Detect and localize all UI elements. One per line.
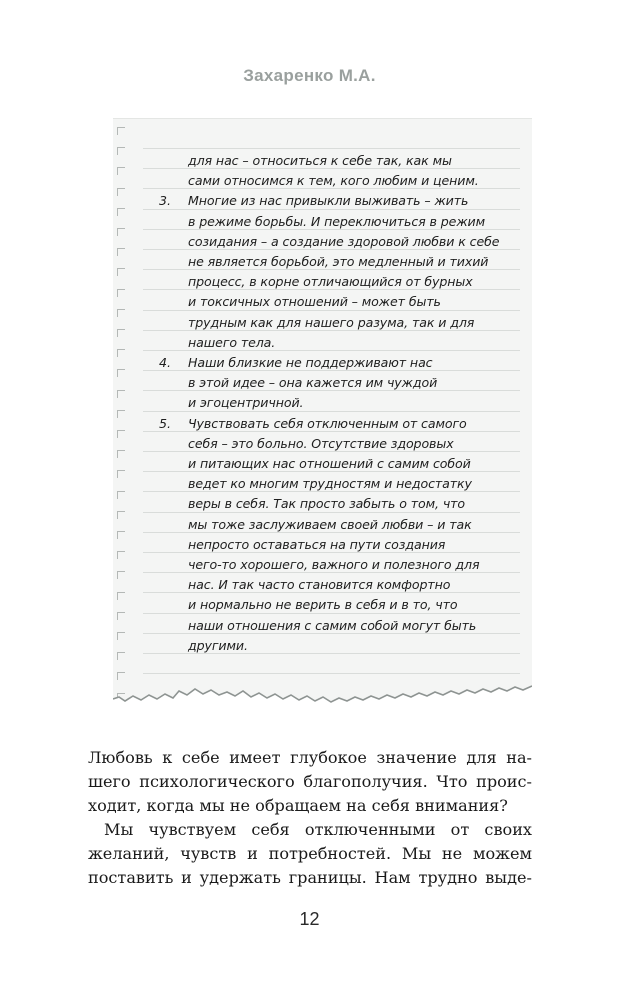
ruled-line	[143, 613, 520, 614]
ruled-line	[143, 673, 520, 674]
handwritten-line: ведет ко многим трудностям и недостатку	[188, 476, 472, 492]
handwritten-line: себя – это больно. Отсутствие здоровых	[188, 435, 454, 451]
binding-hole-icon	[117, 410, 125, 418]
body-paragraph-line: шего психологического благополучия. Что проис-	[88, 772, 532, 791]
ruled-line	[143, 269, 520, 270]
ruled-line	[143, 471, 520, 472]
handwritten-line: нашего тела.	[188, 334, 276, 350]
ruled-line	[143, 289, 520, 290]
handwritten-line: в этой идее – она кажется им чуждой	[188, 375, 438, 391]
ruled-line	[143, 249, 520, 250]
ruled-line	[143, 370, 520, 371]
handwritten-line: наши отношения с самим собой могут быть	[188, 617, 477, 633]
binding-hole-icon	[117, 309, 125, 317]
handwritten-line: не является борьбой, это медленный и тихий	[188, 254, 489, 269]
handwritten-line: мы тоже заслуживаем своей любви – и так	[188, 516, 472, 532]
binding-hole-icon	[117, 450, 125, 458]
binding-hole-icon	[117, 491, 125, 499]
body-paragraph-line: поставить и удержать границы. Нам трудно выде-	[88, 868, 532, 887]
handwritten-line: трудным как для нашего разума, так и для	[188, 314, 475, 330]
handwritten-line: чего-то хорошего, важного и полезного для	[188, 557, 480, 572]
binding-hole-icon	[117, 167, 125, 175]
binding-hole-icon	[117, 632, 125, 640]
handwritten-line: другими.	[188, 637, 248, 653]
binding-hole-icon	[117, 531, 125, 539]
ruled-line	[143, 491, 520, 492]
ruled-line	[143, 411, 520, 412]
binding-hole-icon	[117, 127, 125, 135]
ruled-line	[143, 633, 520, 634]
binding-hole-icon	[117, 551, 125, 559]
ruled-line	[143, 512, 520, 513]
ruled-line	[143, 350, 520, 351]
binding-hole-icon	[117, 470, 125, 478]
ruled-line	[143, 592, 520, 593]
ruled-line	[143, 168, 520, 169]
binding-hole-icon	[117, 571, 125, 579]
handwritten-line: Наши близкие не поддерживают нас	[188, 355, 433, 370]
binding-hole-icon	[117, 228, 125, 236]
ruled-line	[143, 653, 520, 654]
body-paragraph-line: Мы чувствуем себя отключенными от своих	[104, 820, 532, 839]
binding-hole-icon	[117, 188, 125, 196]
ruled-line	[143, 451, 520, 452]
binding-hole-icon	[117, 592, 125, 600]
ruled-line	[143, 148, 520, 149]
binding-hole-icon	[117, 349, 125, 357]
handwritten-line: непросто оставаться на пути создания	[188, 536, 446, 552]
binding-hole-icon	[117, 511, 125, 519]
running-head-author: Захаренко М.А.	[243, 66, 376, 85]
ruled-line	[143, 330, 520, 331]
body-paragraph-line: ходит, когда мы не обращаем на себя внимания?	[88, 796, 508, 815]
torn-paper-edge	[113, 677, 532, 711]
handwritten-line: и эгоцентричной.	[188, 395, 304, 411]
ruled-line	[143, 431, 520, 432]
handwritten-line: Многие из нас привыкли выживать – жить	[188, 193, 469, 209]
ruled-line	[143, 532, 520, 533]
binding-hole-icon	[117, 248, 125, 256]
notebook-page-card	[113, 118, 532, 711]
handwritten-line: веры в себя. Так просто забыть о том, что	[188, 496, 466, 512]
handwritten-line: нас. И так часто становится комфортно	[188, 577, 451, 593]
ruled-line	[143, 209, 520, 210]
binding-hole-icon	[117, 652, 125, 660]
binding-hole-icon	[117, 329, 125, 337]
handwritten-line: в режиме борьбы. И переключиться в режим	[188, 213, 486, 229]
ruled-line	[143, 552, 520, 553]
ruled-line	[143, 390, 520, 391]
binding-hole-icon	[117, 430, 125, 438]
handwritten-line: Чувствовать себя отключенным от самого	[188, 415, 467, 431]
handwritten-line: созидания – а создание здоровой любви к себе	[188, 233, 500, 249]
ruled-line	[143, 229, 520, 230]
ruled-line	[143, 572, 520, 573]
binding-hole-icon	[117, 390, 125, 398]
handwritten-line: процесс, в корне отличающийся от бурных	[188, 274, 473, 290]
handwritten-line: и питающих нас отношений с самим собой	[188, 456, 471, 471]
list-number: 3.	[159, 193, 172, 209]
binding-hole-icon	[117, 612, 125, 620]
list-number: 4.	[159, 355, 172, 370]
binding-hole-icon	[117, 369, 125, 377]
handwritten-line: и нормально не верить в себя и в то, что	[188, 597, 458, 613]
handwritten-line: и токсичных отношений – может быть	[188, 294, 441, 310]
binding-hole-icon	[117, 147, 125, 155]
handwritten-line: для нас – относиться к себе так, как мы	[188, 153, 452, 168]
binding-hole-icon	[117, 268, 125, 276]
list-number: 5.	[159, 415, 172, 431]
body-paragraph-line: желаний, чувств и потребностей. Мы не можем	[88, 844, 532, 863]
ruled-line	[143, 188, 520, 189]
binding-hole-icon	[117, 289, 125, 297]
handwritten-line: сами относимся к тем, кого любим и ценим.	[188, 173, 479, 189]
page-number: 12	[299, 909, 320, 929]
binding-hole-icon	[117, 208, 125, 216]
body-paragraph-line: Любовь к себе имеет глубокое значение для на-	[88, 748, 532, 767]
ruled-line	[143, 310, 520, 311]
